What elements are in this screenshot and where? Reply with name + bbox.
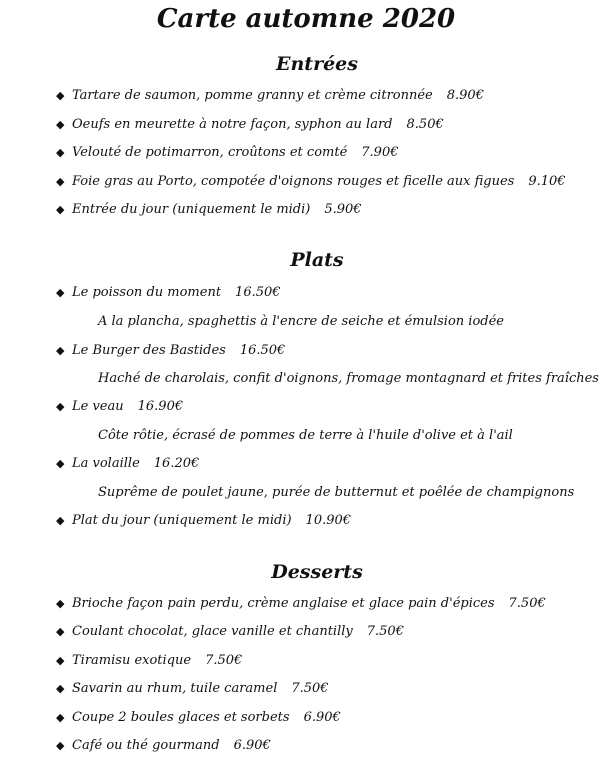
diamond-bullet-icon: ◆ [56, 514, 65, 527]
diamond-bullet-icon: ◆ [56, 739, 65, 752]
diamond-bullet-icon: ◆ [56, 711, 65, 724]
item-name: Coulant chocolat, glace vanille et chantilly [72, 624, 353, 639]
diamond-bullet-icon: ◆ [56, 457, 65, 470]
menu-title: Carte automne 2020 [156, 4, 456, 34]
menu-item [56, 454, 604, 474]
menu-item [56, 708, 604, 728]
item-name: Brioche façon pain perdu, crème anglaise et glace pain d'épices [72, 596, 495, 611]
item-price: 7.50€ [205, 653, 243, 668]
item-description: Côte rôtie, écrasé de pommes de terre à l'huile d'olive et à l'ail [98, 428, 513, 443]
item-price: 16.50€ [235, 285, 281, 300]
item-price: 7.50€ [291, 681, 329, 696]
item-price: 7.50€ [366, 624, 404, 639]
item-price: 7.50€ [508, 596, 546, 611]
item-name: Foie gras au Porto, compotée d'oignons rouges et ficelle aux figues [72, 174, 515, 189]
diamond-bullet-icon: ◆ [56, 625, 65, 638]
item-price: 16.20€ [153, 456, 200, 471]
menu-item [56, 622, 604, 642]
diamond-bullet-icon: ◆ [56, 344, 65, 357]
menu-item [56, 143, 604, 163]
item-name: Plat du jour (uniquement le midi) [72, 513, 292, 528]
diamond-bullet-icon: ◆ [56, 682, 65, 695]
item-price: 16.90€ [137, 399, 184, 414]
menu-item [56, 679, 604, 699]
item-description: A la plancha, spaghettis à l'encre de seiche et émulsion iodée [98, 314, 504, 329]
section-title-entrees: Entrées [276, 53, 358, 75]
menu-item [56, 341, 604, 361]
diamond-bullet-icon: ◆ [56, 89, 65, 102]
diamond-bullet-icon: ◆ [56, 597, 65, 610]
menu-item [56, 397, 604, 417]
item-name: Tiramisu exotique [72, 653, 192, 668]
section-title-desserts: Desserts [271, 561, 363, 583]
item-name: Le veau [72, 399, 124, 414]
diamond-bullet-icon: ◆ [56, 203, 65, 216]
menu-item [56, 283, 604, 303]
diamond-bullet-icon: ◆ [56, 286, 65, 299]
item-price: 6.90€ [303, 710, 341, 725]
diamond-bullet-icon: ◆ [56, 118, 65, 131]
menu-item [56, 594, 604, 614]
menu-item [56, 511, 604, 531]
menu-item [56, 86, 604, 106]
item-price: 8.50€ [406, 117, 444, 132]
item-price: 7.90€ [361, 145, 399, 160]
item-name: Oeufs en meurette à notre façon, syphon au lard [72, 117, 393, 132]
item-name: La volaille [72, 456, 140, 471]
diamond-bullet-icon: ◆ [56, 654, 65, 667]
menu-item [56, 200, 604, 220]
menu-item [56, 736, 604, 756]
item-price: 10.90€ [305, 513, 352, 528]
menu-item [56, 172, 604, 192]
item-name: Tartare de saumon, pomme granny et crème citronnée [72, 88, 433, 103]
item-description: Suprême de poulet jaune, purée de butternut et poêlée de champignons [98, 485, 575, 500]
diamond-bullet-icon: ◆ [56, 175, 65, 188]
menu-item [56, 651, 604, 671]
item-price: 5.90€ [324, 202, 362, 217]
item-price: 9.10€ [528, 174, 566, 189]
item-name: Café ou thé gourmand [72, 738, 220, 753]
item-name: Savarin au rhum, tuile caramel [72, 681, 278, 696]
diamond-bullet-icon: ◆ [56, 400, 65, 413]
item-price: 6.90€ [233, 738, 271, 753]
item-price: 16.50€ [239, 343, 286, 358]
item-name: Le Burger des Bastides [72, 343, 226, 358]
item-description: Haché de charolais, confit d'oignons, fromage montagnard et frites fraîches [98, 371, 599, 386]
item-name: Coupe 2 boules glaces et sorbets [72, 710, 290, 725]
item-name: Entrée du jour (uniquement le midi) [72, 202, 311, 217]
menu-item [56, 115, 604, 135]
diamond-bullet-icon: ◆ [56, 146, 65, 159]
item-price: 8.90€ [446, 88, 484, 103]
item-name: Velouté de potimarron, croûtons et comté [72, 145, 348, 160]
section-title-plats: Plats [290, 249, 344, 271]
item-name: Le poisson du moment [72, 285, 222, 300]
